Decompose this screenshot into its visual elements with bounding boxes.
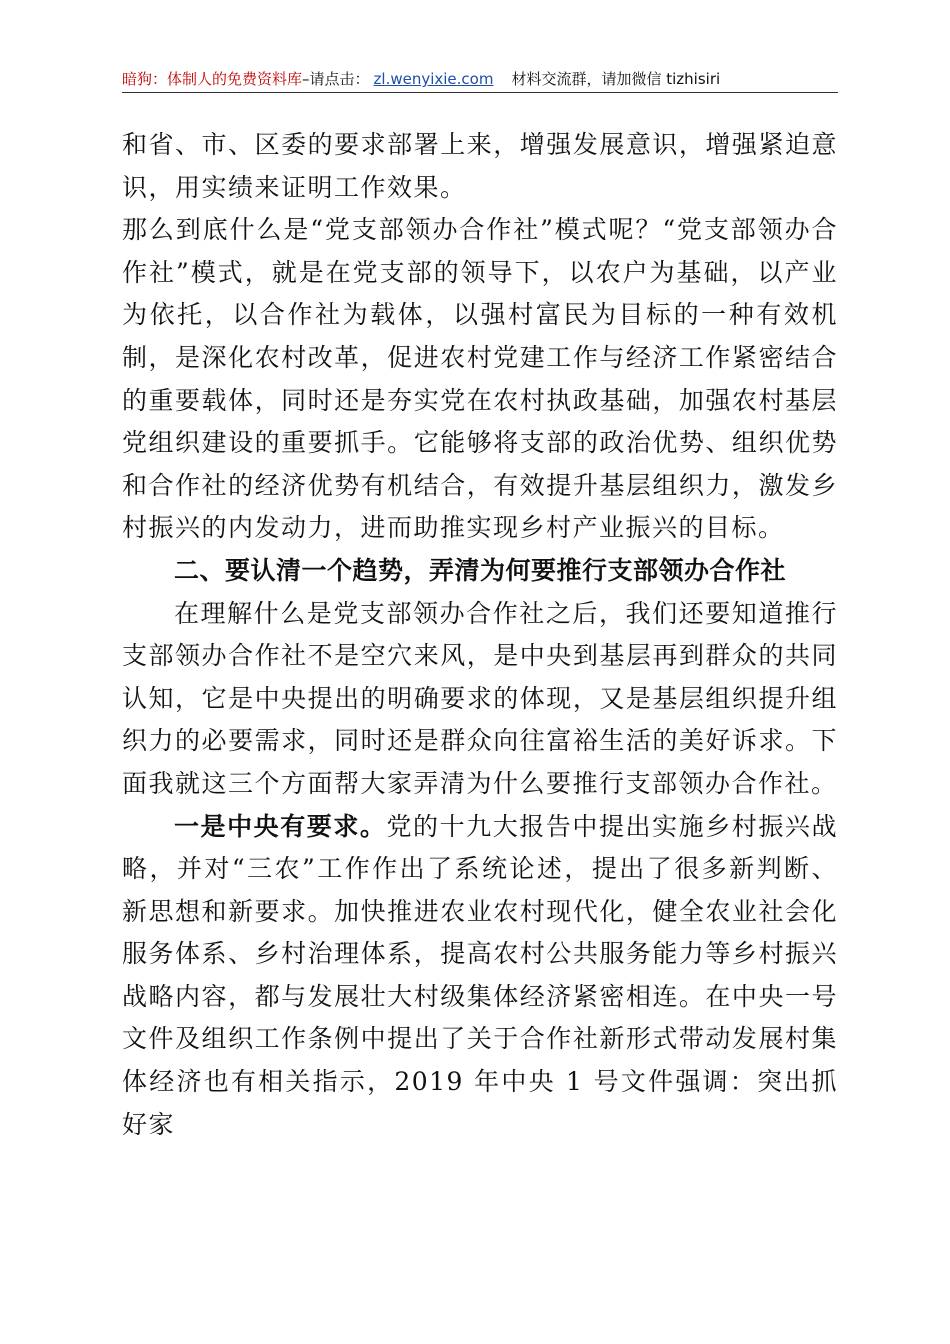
paragraph-body: 党的十九大报告中提出实施乡村振兴战略，并对“三农”工作作出了系统论述，提出了很多新判断、新思想和新要求。加快推进农业农村现代化，健全农业社会化服务体系、乡村治理体系，提高农村公共服务能力等乡村振兴战略内容，都与发展壮大村级集体经济紧密相连。在中央一号文件及组织工作条例中提出了关于合作社新形式带动发展村集体经济也有相关指示，2019 年中央 1 号文件强调：突出抓好家 xyxy=(122,811,838,1139)
header-note: 材料交流群，请加微信 tizhisiri xyxy=(511,70,721,88)
paragraph-continuation: 和省、市、区委的要求部署上来，增强发展意识，增强紧迫意识，用实绩来证明工作效果。 xyxy=(122,130,838,202)
section-heading: 二、要认清一个趋势，弄清为何要推行支部领办合作社 xyxy=(174,555,787,585)
paragraph-understanding: 在理解什么是党支部领办合作社之后，我们还要知道推行支部领办合作社不是空穴来风，是中央到基层再到群众的共同认知，它是中央提出的明确要求的体现，又是基层组织提升组织力的必要需求，同时还是群众向往富裕生活的美好诉求。下面我就这三个方面帮大家弄清为什么要推行支部领办合作社。 xyxy=(122,598,838,798)
header-prompt: –请点击： xyxy=(302,70,370,88)
paragraph-model-definition: 那么到底什么是“党支部领办合作社”模式呢？“党支部领办合作社”模式，就是在党支部的领导下，以农户为基础，以产业为依托，以合作社为载体，以强村富民为目标的一种有效机制，是深化农村改革，促进农村党建工作与经济工作紧密结合的重要载体，同时还是夯实党在农村执政基础，加强农村基层党组织建设的重要抓手。它能够将支部的政治优势、组织优势和合作社的经济优势有机结合，有效提升基层组织力，激发乡村振兴的内发动力，进而助推实现乡村产业振兴的目标。 xyxy=(122,215,838,543)
paragraph-lead: 一是中央有要求。 xyxy=(174,811,387,841)
page-header xyxy=(122,66,838,93)
header-brand: 暗狗：体制人的免费资料库 xyxy=(122,70,303,88)
paragraph-central-requirement xyxy=(122,806,838,1147)
header-link[interactable]: zl.wenyixie.com xyxy=(373,70,494,88)
document-body xyxy=(122,124,838,1146)
